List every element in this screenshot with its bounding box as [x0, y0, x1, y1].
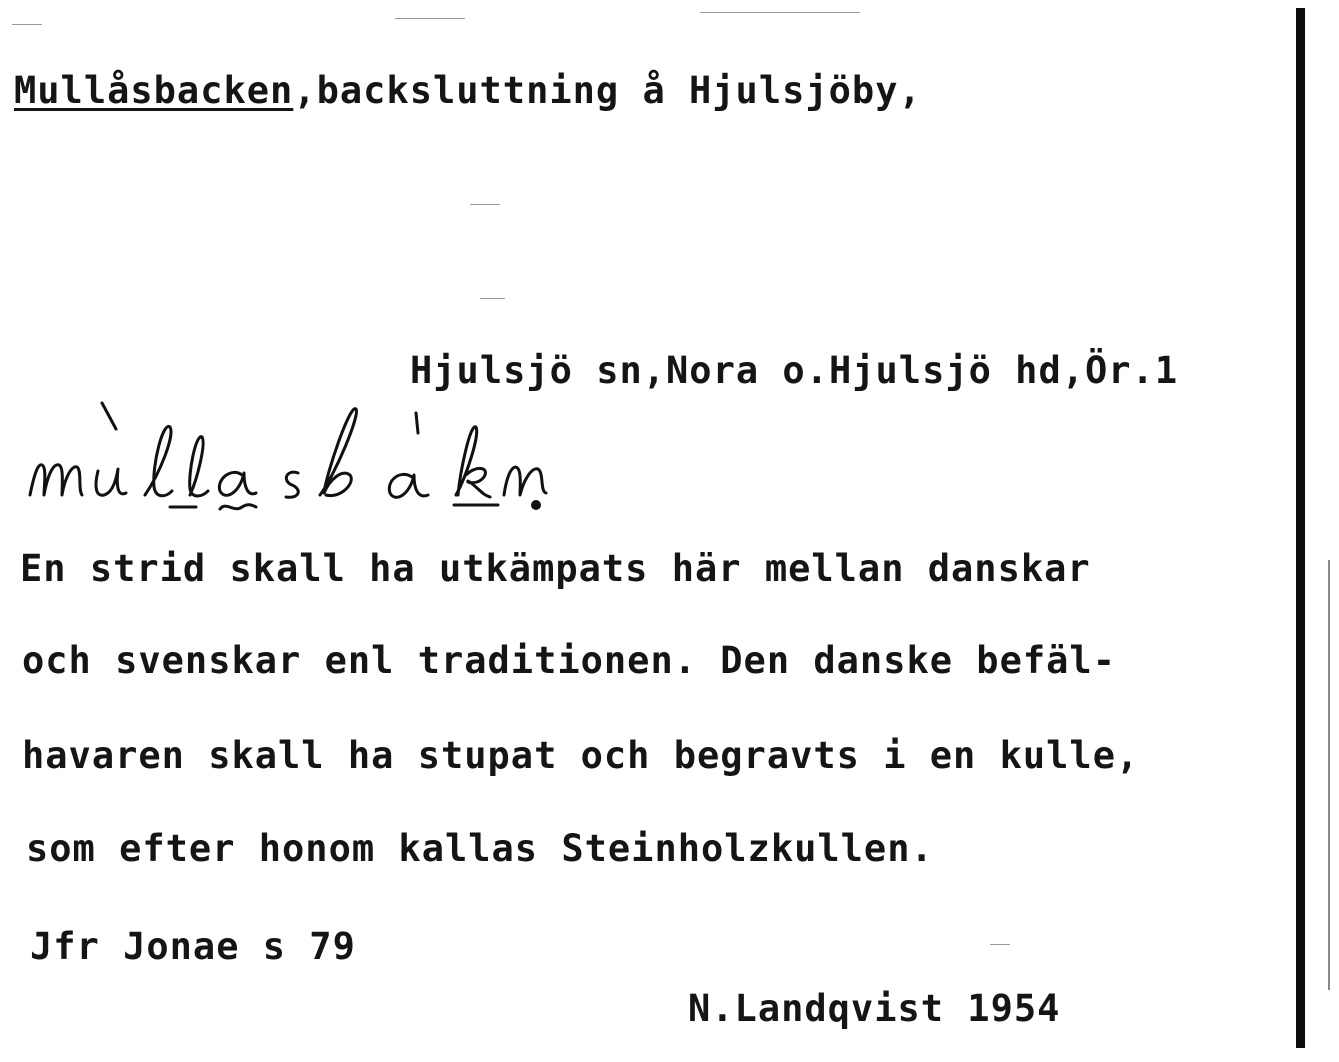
dust-speck	[395, 18, 465, 19]
location-line: Hjulsjö sn,Nora o.Hjulsjö hd,Ör.1	[410, 349, 1179, 392]
heading-description: ,backsluttning å Hjulsjöby,	[293, 69, 922, 112]
dust-speck	[990, 944, 1010, 945]
heading-line	[14, 69, 922, 112]
body-line: och svenskar enl traditionen. Den danske befäl-	[22, 639, 1116, 682]
dust-speck	[470, 204, 500, 205]
dust-speck	[12, 24, 42, 25]
card-edge-line	[1328, 560, 1330, 990]
body-line: som efter honom kallas Steinholzkullen.	[26, 827, 934, 870]
reference-note: Jfr Jonae s 79	[30, 925, 356, 968]
card-edge-shadow	[1296, 8, 1305, 1048]
body-line: En strid skall ha utkämpats här mellan danskar	[20, 547, 1091, 590]
headword: Mullåsbacken	[14, 69, 294, 112]
dust-speck	[700, 12, 860, 13]
body-line: havaren skall ha stupat och begravts i en kulle,	[22, 734, 1140, 777]
phonetic-handwriting	[20, 395, 580, 520]
signature-line: N.Landqvist 1954	[688, 987, 1061, 1030]
dust-speck	[480, 298, 505, 299]
